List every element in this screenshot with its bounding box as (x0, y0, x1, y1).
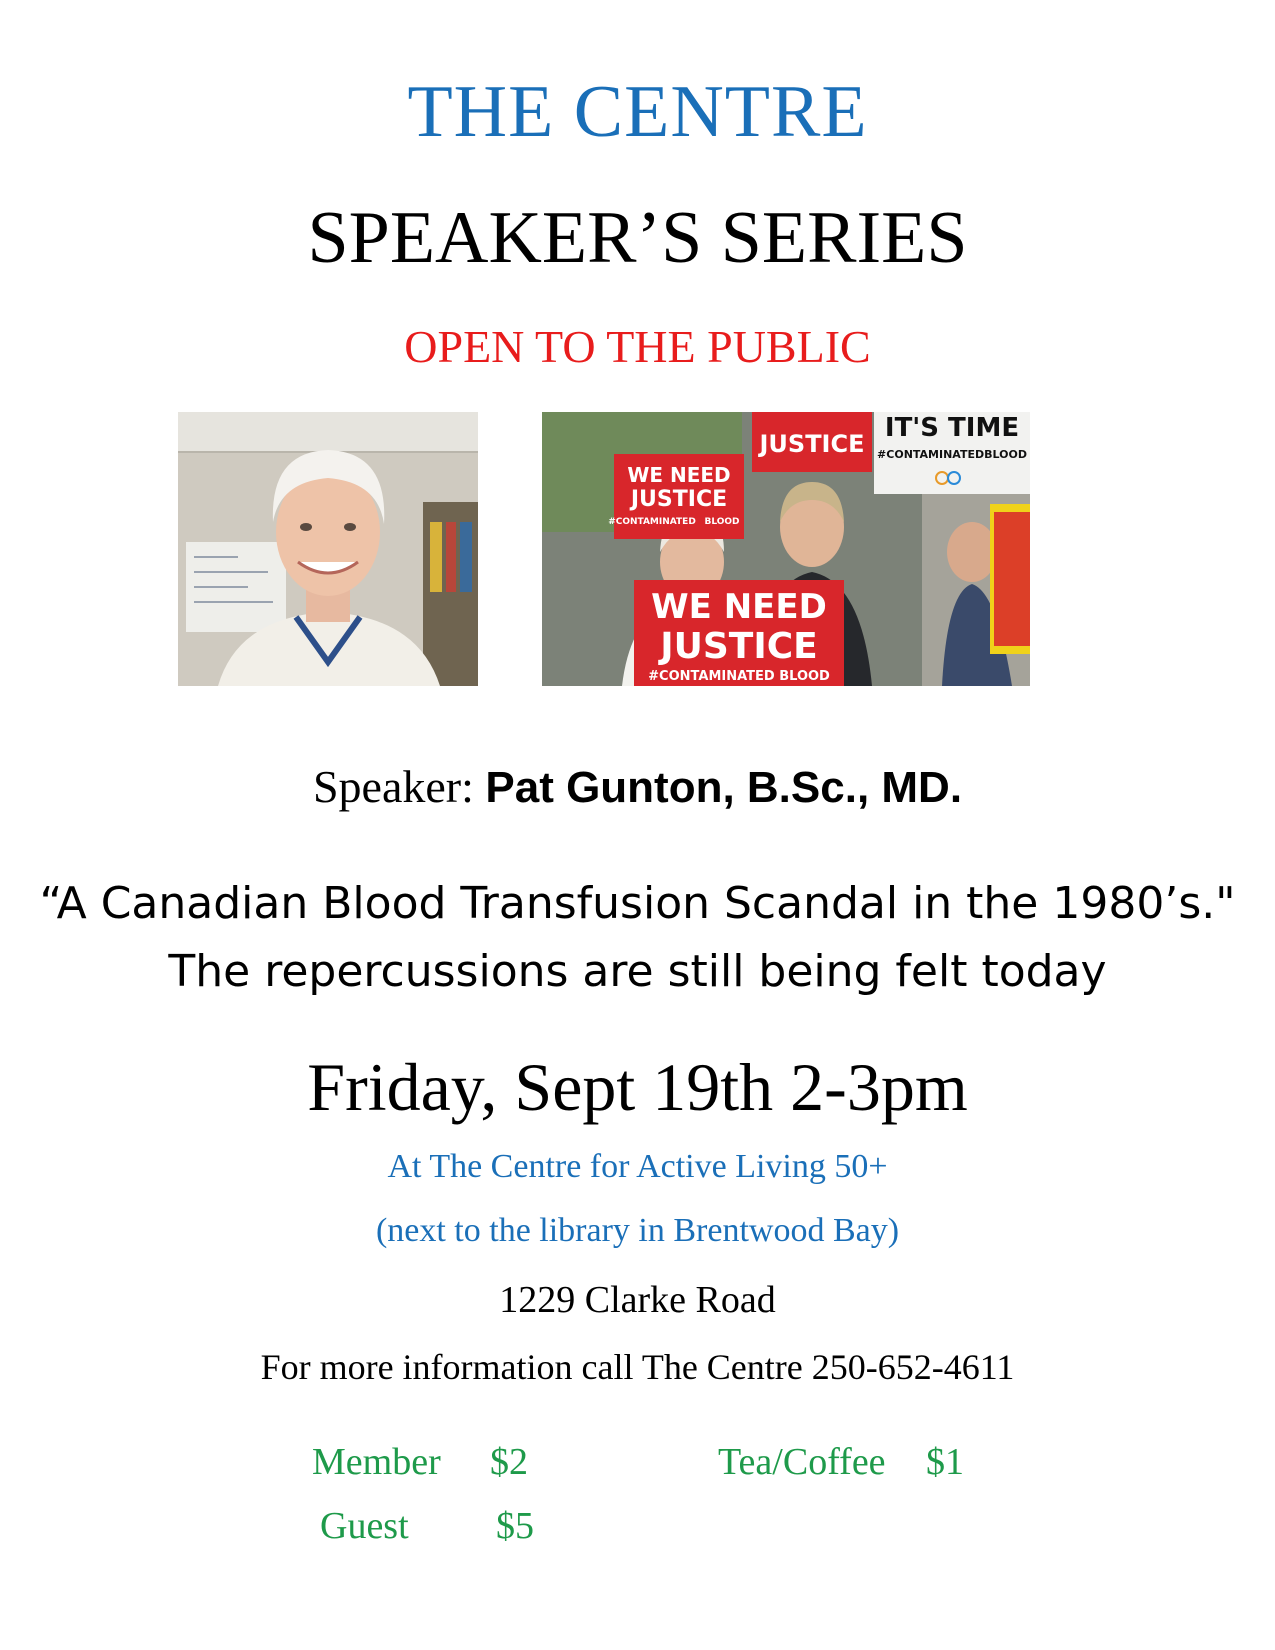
sign-text: IT'S TIME (884, 413, 1020, 443)
sign-text: JUSTICE (660, 626, 818, 667)
sign-text: WE NEED (651, 587, 827, 627)
event-address: 1229 Clarke Road (499, 1279, 776, 1321)
protest-sign-left (608, 454, 744, 539)
sign-text: WE NEED (627, 463, 731, 487)
sign-text: #CONTAMINATED BLOOD (648, 669, 830, 684)
protest-sign-center (634, 580, 844, 686)
talk-title: “A Canadian Blood Transfusion Scandal in the 1980’s." (39, 878, 1236, 929)
protest-sign-right (874, 412, 1030, 494)
open-notice: OPEN TO THE PUBLIC (404, 321, 871, 372)
contact-info: For more information call The Centre 250-652-4611 (260, 1347, 1015, 1387)
member-label: Member (312, 1441, 441, 1483)
series-heading: SPEAKER’S SERIES (307, 197, 968, 279)
event-venue: At The Centre for Active Living 50+ (387, 1148, 888, 1185)
speaker-name: Pat Gunton, B.Sc., MD. (485, 763, 963, 812)
protest-sign-top (752, 412, 872, 472)
speaker-label: Speaker: (312, 761, 486, 812)
tea-coffee-price: $1 (926, 1441, 964, 1483)
sign-text: BLOOD (704, 517, 740, 527)
speaker-portrait-image (178, 412, 478, 686)
tea-coffee-label: Tea/Coffee (718, 1441, 886, 1483)
guest-label: Guest (320, 1505, 409, 1547)
sign-text: #CONTAMINATED (608, 517, 696, 527)
poster-title: THE CENTRE (407, 71, 868, 153)
protest-sign-yellow (990, 504, 1030, 654)
venue-note: (next to the library in Brentwood Bay) (375, 1212, 900, 1249)
event-date: Friday, Sept 19th 2-3pm (307, 1049, 968, 1125)
member-price: $2 (490, 1441, 528, 1483)
talk-subtitle: The repercussions are still being felt today (168, 946, 1107, 997)
speaker-line (0, 760, 1275, 813)
sign-text: #CONTAMINATEDBLOOD (877, 448, 1027, 461)
sign-text: JUSTICE (759, 430, 865, 458)
protest-image (542, 412, 1030, 686)
speaker-photo (178, 412, 478, 686)
sign-text: JUSTICE (630, 487, 728, 512)
protest-photo (542, 412, 1030, 686)
guest-price: $5 (496, 1505, 534, 1547)
